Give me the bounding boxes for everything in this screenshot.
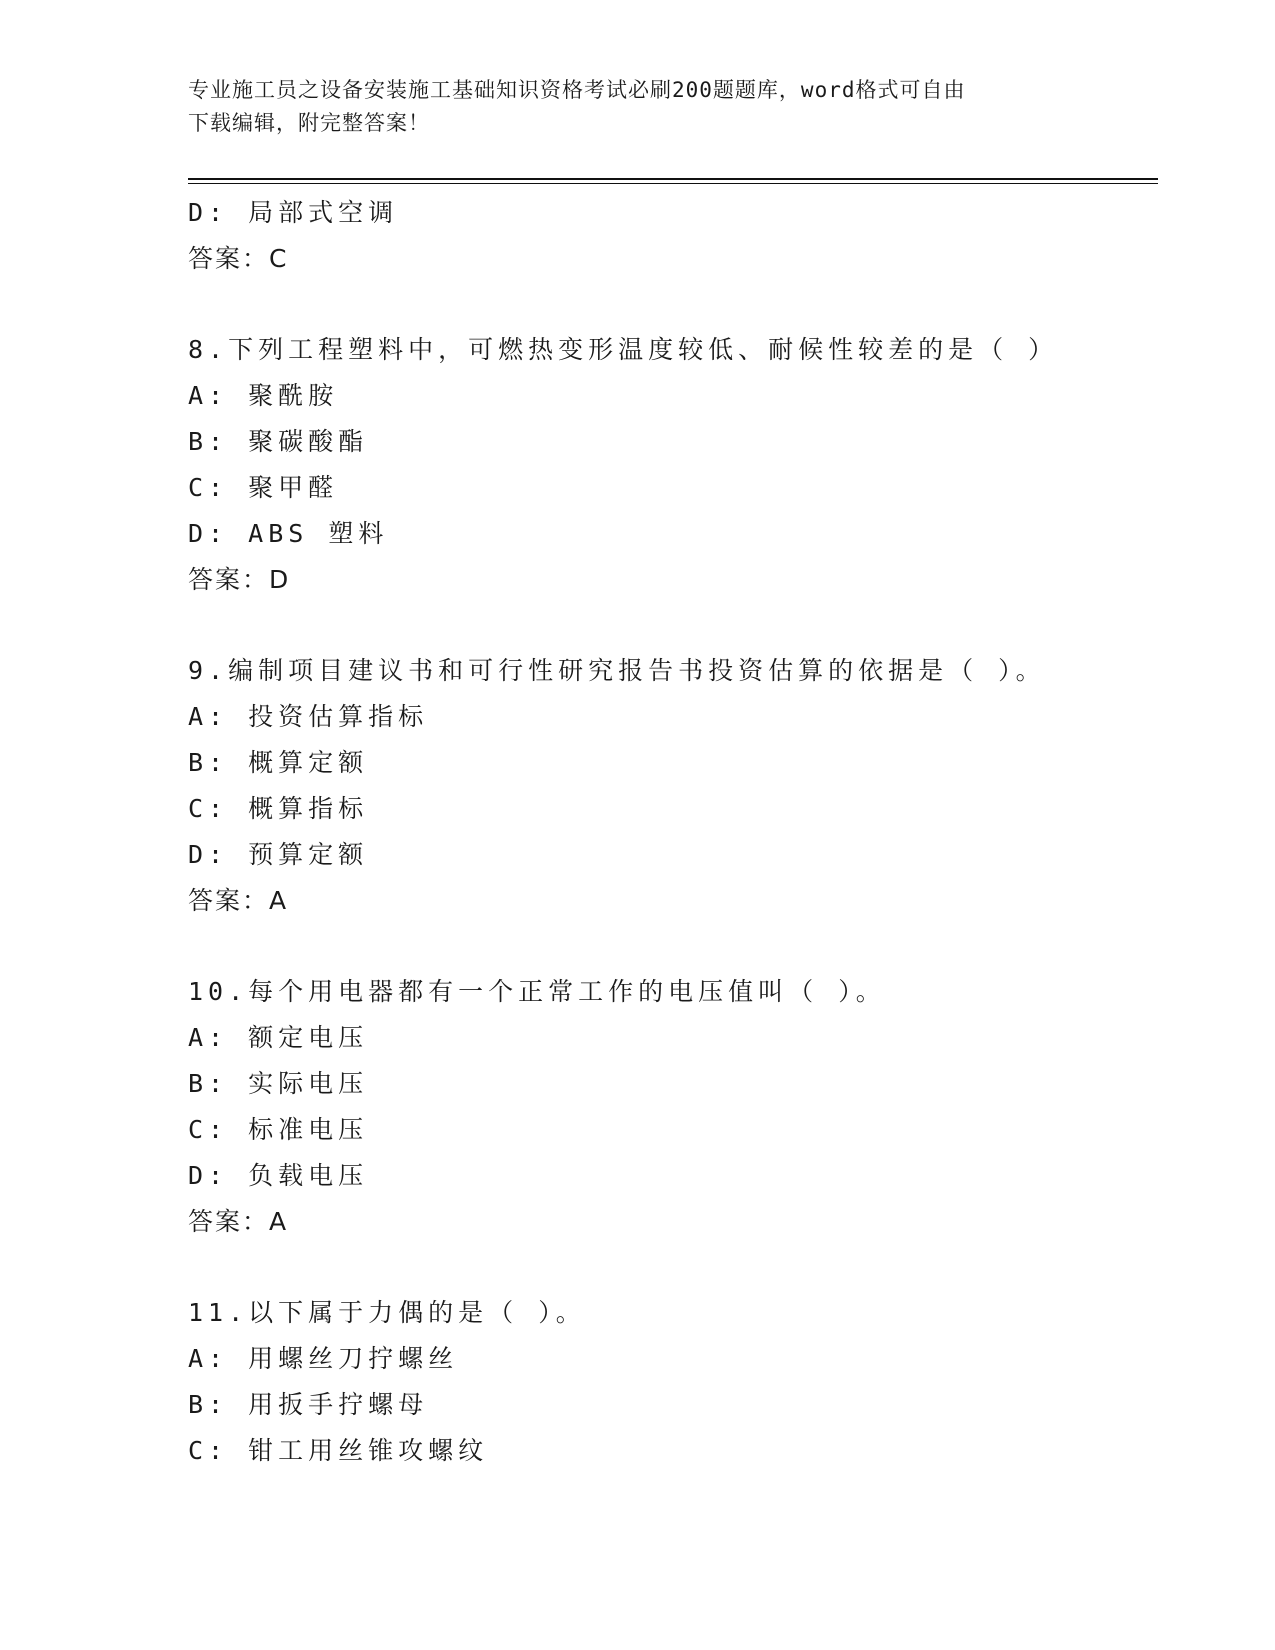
question-9 [188,648,1158,924]
option-b: B: 聚碳酸酯 [188,427,369,456]
option-d: D: 负载电压 [188,1161,369,1190]
header-divider-thin [188,183,1158,184]
document-header [188,74,1088,140]
option-a: A: 用螺丝刀拧螺丝 [188,1344,459,1373]
answer: 答案：D [188,565,291,594]
question-8 [188,327,1158,603]
option-c: C: 聚甲醛 [188,473,339,502]
option-d: D: ABS 塑料 [188,519,389,548]
option-c: C: 概算指标 [188,794,369,823]
option-c: C: 标准电压 [188,1115,369,1144]
spacer [188,924,1158,969]
previous-question-tail [188,190,1158,282]
answer: 答案：C [188,244,289,273]
option-a: A: 投资估算指标 [188,702,429,731]
header-divider-thick [188,178,1158,180]
option-d: D: 局部式空调 [188,198,399,227]
option-a: A: 额定电压 [188,1023,369,1052]
option-d: D: 预算定额 [188,840,369,869]
header-line-2: 下载编辑，附完整答案！ [188,111,430,135]
option-b: B: 概算定额 [188,748,369,777]
answer: 答案：A [188,1207,289,1236]
question-list [188,190,1158,1474]
spacer [188,282,1158,327]
spacer [188,603,1158,648]
option-b: B: 实际电压 [188,1069,369,1098]
question-10 [188,969,1158,1245]
question-title: 10.每个用电器都有一个正常工作的电压值叫（ ）。 [188,977,886,1006]
spacer [188,1245,1158,1290]
question-title: 8.下列工程塑料中，可燃热变形温度较低、耐候性较差的是（ ） [188,335,1059,364]
answer: 答案：A [188,886,289,915]
question-title: 9.编制项目建议书和可行性研究报告书投资估算的依据是（ ）。 [188,656,1046,685]
option-c: C: 钳工用丝锥攻螺纹 [188,1436,489,1465]
question-11 [188,1290,1158,1474]
header-line-1: 专业施工员之设备安装施工基础知识资格考试必刷200题题库，word格式可自由 [188,78,966,102]
question-title: 11.以下属于力偶的是（ ）。 [188,1298,586,1327]
option-b: B: 用扳手拧螺母 [188,1390,429,1419]
option-a: A: 聚酰胺 [188,381,339,410]
